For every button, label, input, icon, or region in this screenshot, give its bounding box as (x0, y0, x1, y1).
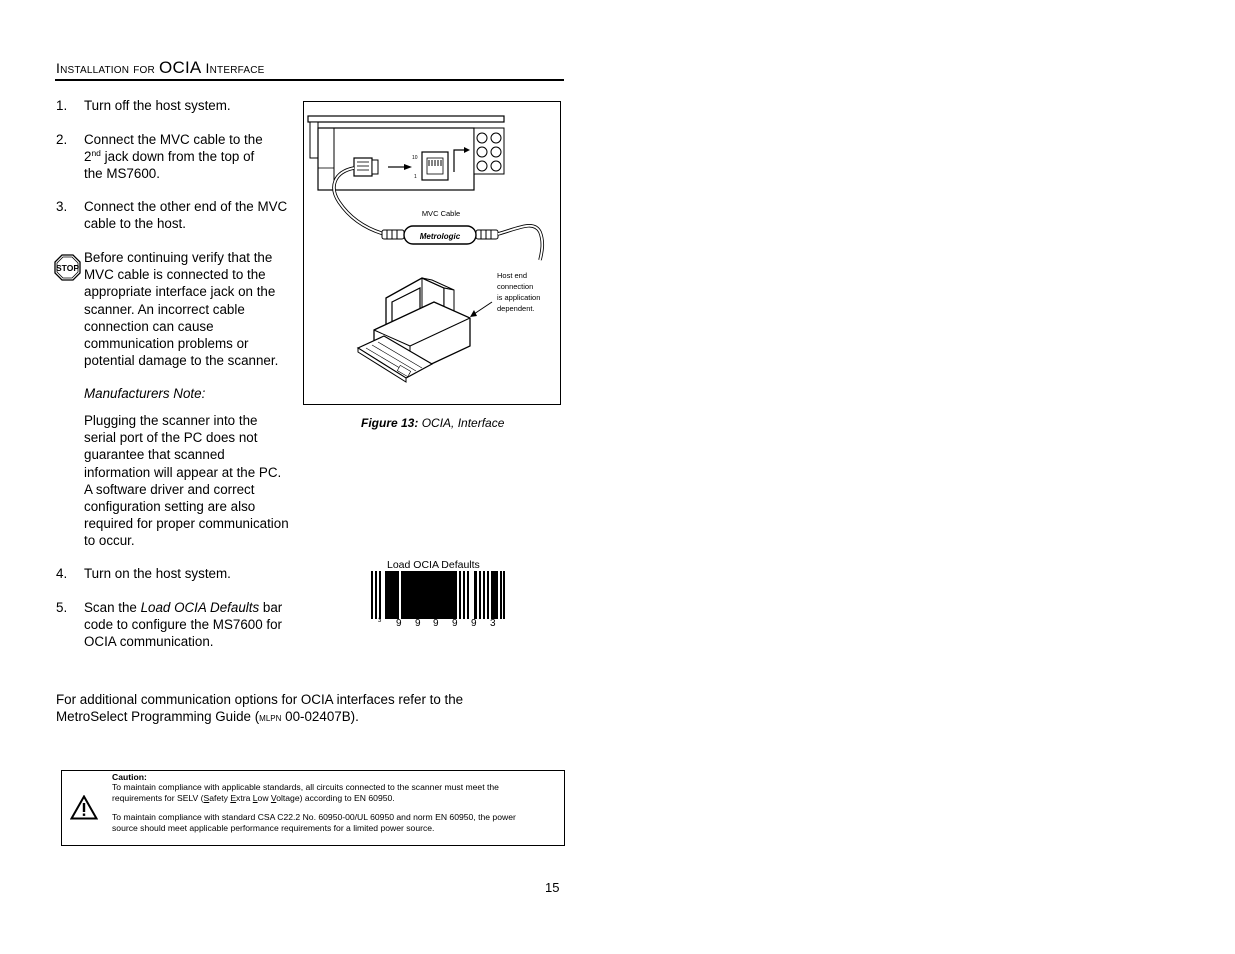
svg-text:Host end: Host end (497, 271, 528, 280)
svg-text:1: 1 (414, 174, 417, 180)
step-5: 5. Scan the Load OCIA Defaults bar code to configure the MS7600 for OCIA communication. (56, 600, 283, 649)
step-3: 3. Connect the other end of the MVC cable to the host. (56, 199, 288, 231)
svg-text:10: 10 (412, 155, 418, 161)
svg-text:is application: is application (497, 293, 541, 302)
page-number: 15 (545, 880, 560, 895)
manufacturers-note-heading: Manufacturers Note: (84, 386, 206, 401)
caution-paragraph-1: To maintain compliance with applicable standards, all circuits connected to the scanner must meet the requirements for SELV (Safety Extra Low Voltage) according to EN 60950. (112, 782, 499, 803)
stop-sign-icon (54, 254, 81, 281)
additional-options-paragraph: For additional communication options for OCIA interfaces refer to the MetroSelect Programming Guide (mlpn 00-02407B). (56, 692, 464, 725)
title-rule (55, 79, 564, 81)
svg-text:Metrologic: Metrologic (419, 232, 461, 241)
caution-paragraph-2: To maintain compliance with standard CSA C22.2 No. 60950-00/UL 60950 and norm EN 60950, the power source should meet applicable performance requirements for a limited power source. (112, 812, 516, 833)
stop-note: Before continuing verify that the MVC cable is connected to the appropriate interface jack on the scanner. An incorrect cable connection can cause communication problems or potential damage to the scanner. (84, 250, 279, 369)
figure-caption: Figure 13: OCIA, Interface (361, 416, 505, 430)
svg-text:MVC Cable: MVC Cable (421, 209, 461, 218)
section-title: Installation for OCIA Interface (56, 58, 265, 77)
manufacturers-note: Plugging the scanner into the serial port of the PC does not guarantee that scanned information will appear at the PC. A software driver and correct configuration setting are also required for proper communication to occur. (84, 413, 289, 549)
warning-triangle-icon (70, 795, 98, 820)
scanner-host-illustration (304, 102, 560, 404)
svg-text:STOP: STOP (56, 263, 79, 273)
caution-heading: Caution: (112, 772, 147, 782)
ocia-interface-figure (303, 101, 561, 405)
svg-text:connection: connection (497, 282, 534, 291)
step-4: 4. Turn on the host system. (56, 566, 231, 581)
step-2: 2. Connect the MVC cable to the 2nd jack down from the top of the MS7600. (56, 132, 263, 181)
step-1: 1. Turn off the host system. (56, 98, 231, 113)
load-ocia-defaults-barcode (371, 571, 505, 619)
svg-text:dependent.: dependent. (497, 304, 535, 313)
barcode-title: Load OCIA Defaults (387, 559, 480, 571)
